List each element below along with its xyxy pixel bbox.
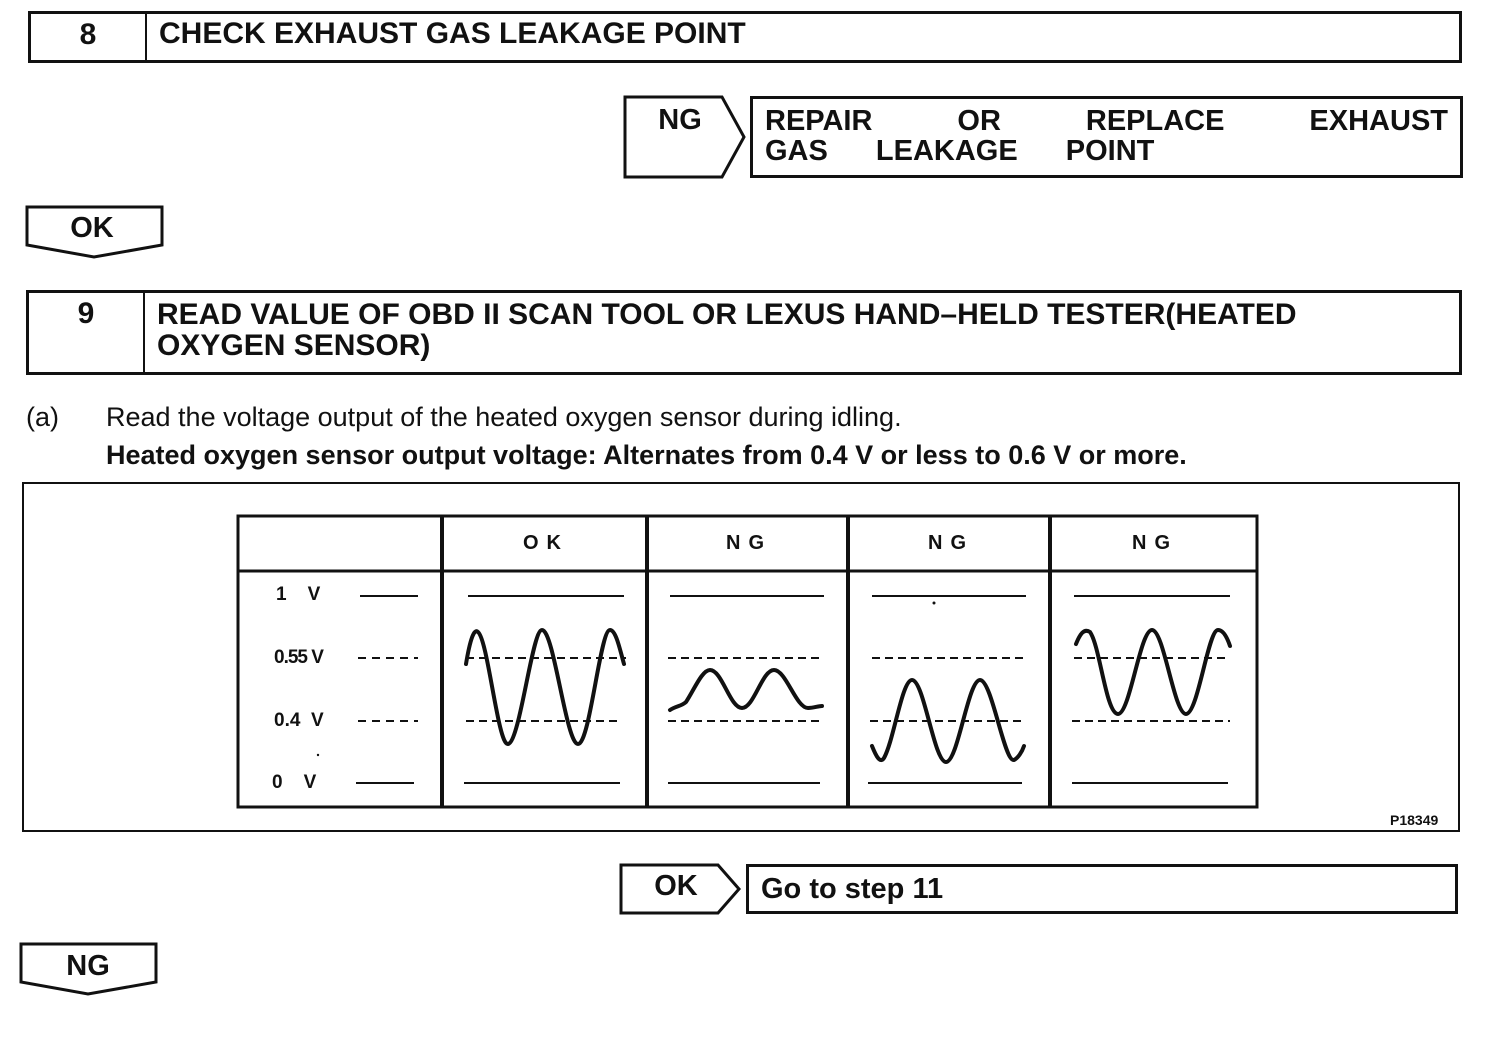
ng-label: NG <box>66 950 110 982</box>
ng-waveform-high-offset <box>1076 630 1230 714</box>
axis-label-055v: 0.55 V <box>274 647 323 668</box>
ng-label: NG <box>658 104 702 136</box>
step-number: 8 <box>31 14 147 60</box>
col-header-ng-3: NG <box>1132 532 1178 554</box>
ng-waveform-low-amplitude <box>670 670 822 710</box>
col-header-ok: OK <box>523 532 569 554</box>
axis-label-1v: 1 V <box>276 584 321 605</box>
axis-label-0v: 0 V <box>272 772 317 793</box>
step-number: 9 <box>29 293 145 372</box>
item-marker: (a) <box>26 402 59 432</box>
col-header-ng-1: NG <box>726 532 772 554</box>
figure-grid <box>238 516 1257 807</box>
col-ng2-lines <box>868 596 1026 783</box>
col-ng3-lines <box>1072 596 1230 783</box>
instruction-text: Read the voltage output of the heated oxygen sensor during idling. <box>106 402 902 432</box>
ok-result-box <box>746 864 1458 914</box>
ok-label: OK <box>70 212 114 244</box>
col-header-ng-2: NG <box>928 532 974 554</box>
ok-result-text: Go to step 11 <box>761 873 944 905</box>
spec-text: Heated oxygen sensor output voltage: Alternates from 0.4 V or less to 0.6 V or more. <box>106 440 1187 470</box>
ng-result-text: REPAIR OR REPLACE EXHAUST GAS LEAKAGE POINT <box>765 105 1448 167</box>
step-title-line-2: OXYGEN SENSOR) <box>157 329 431 362</box>
step-title-line-1: READ VALUE OF OBD II SCAN TOOL OR LEXUS HAND–HELD TESTER(HEATED <box>157 298 1297 331</box>
ok-label: OK <box>654 870 698 902</box>
ok-waveform <box>466 630 624 744</box>
figure-code: P18349 <box>1390 812 1439 828</box>
axis-label-04v: 0.4 V <box>274 710 324 731</box>
step-title: CHECK EXHAUST GAS LEAKAGE POINT <box>159 17 746 50</box>
col-ok-lines <box>464 596 626 783</box>
